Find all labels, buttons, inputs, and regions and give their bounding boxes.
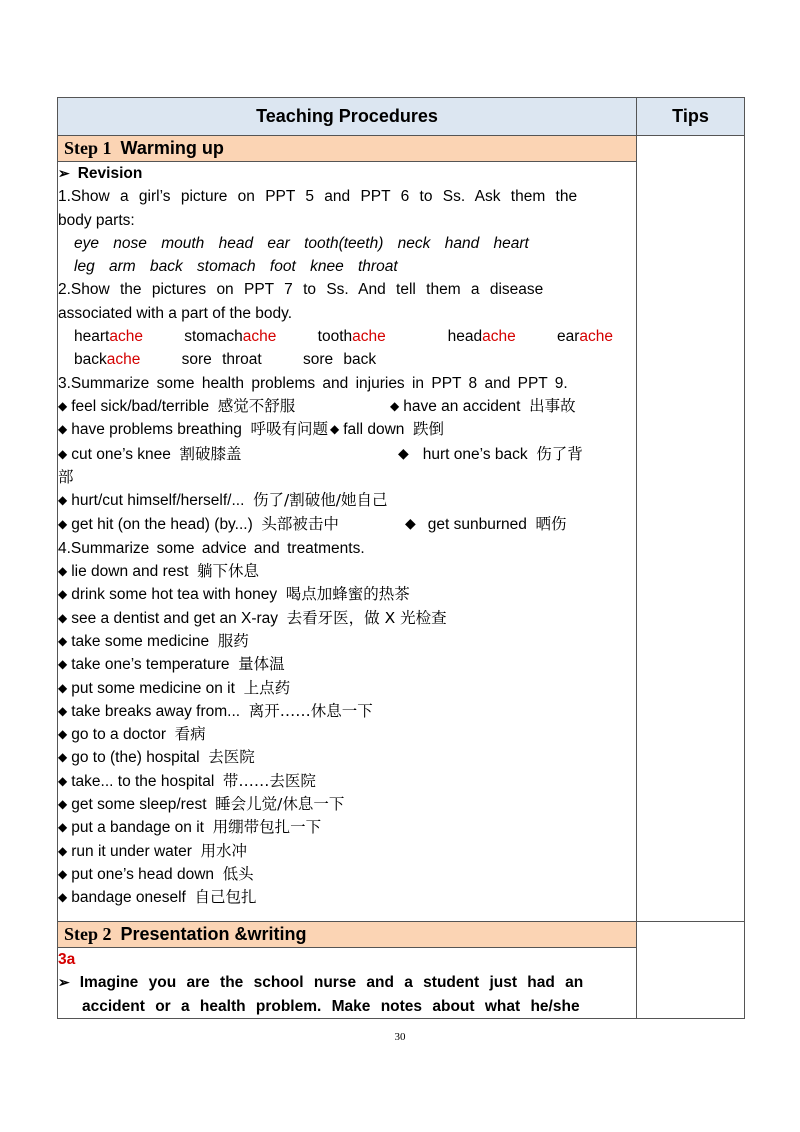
diamond-bullet-icon: ◆ [58,843,68,858]
diamond-bullet-icon: ◆ [58,517,68,532]
advice-item: ◆ drink some hot tea with honey 喝点加蜂蜜的热茶 [58,585,410,604]
advice-item: ◆ take some medicine 服药 [58,631,249,650]
revision-heading: ➢ Revision [58,165,143,182]
body-parts-line-1: eye nose mouth head ear tooth(teeth) neck hand heart [74,234,529,252]
problem-line-5: ◆ get hit (on the head) (by...) 头部被击中 ◆ get sunburned 晒伤 [58,515,567,534]
diamond-bullet-icon: ◆ [58,446,68,461]
step2-title: Step 2 Presentation &writing [58,922,637,948]
advice-item: ◆ run it under water 用水冲 [58,841,247,860]
problem-line-3-wrap: 部 [58,467,74,486]
problem-line-3: ◆ cut one’s knee 割破膝盖 ◆ hurt one’s back 伤了背 [58,444,583,463]
problem-line-1: ◆ feel sick/bad/terrible 感觉不舒服 ◆ have an accident 出事故 [58,396,576,415]
advice-item: ◆ take breaks away from... 离开……休息一下 [58,701,373,720]
diamond-bullet-icon: ◆ [58,633,68,648]
advice-item: ◆ take one’s temperature 量体温 [58,655,285,674]
step1-paragraph-3: 3.Summarize some health problems and injuries in PPT 8 and PPT 9. [58,374,568,392]
diamond-bullet-icon: ◆ [58,750,68,765]
section-label-3a: 3a [58,951,76,968]
step2-tips-cell [637,922,745,1019]
task-instruction: ➢ Imagine you are the school nurse and a student just had an accident or a health problem. Make notes about what he/she [58,974,584,1015]
arrow-bullet-icon: ➢ [58,165,70,181]
diamond-bullet-icon: ◆ [58,680,68,695]
diamond-bullet-icon: ◆ [390,398,400,413]
step1-paragraph-2b: associated with a part of the body. [58,304,293,322]
diamond-bullet-icon: ◆ [58,422,68,437]
diamond-bullet-icon: ◆ [398,444,409,461]
advice-item: ◆ put some medicine on it 上点药 [58,678,291,697]
step1-paragraph-4: 4.Summarize some advice and treatments. [58,539,365,557]
ache-words-line-2: backache sore throat sore back [74,351,377,369]
advice-item: ◆ get some sleep/rest 睡会儿觉/休息一下 [58,795,345,814]
ache-words-line-1: heartache stomachache toothache headache earache [74,328,613,346]
diamond-bullet-icon: ◆ [58,820,68,835]
diamond-bullet-icon: ◆ [58,773,68,788]
teaching-procedures-table [57,97,745,1019]
step1-title-row [58,136,745,162]
header-procedures: Teaching Procedures [58,98,637,136]
diamond-bullet-icon: ◆ [58,610,68,625]
diamond-bullet-icon: ◆ [58,587,68,602]
step1-paragraph-1a: 1.Show a girl’s picture on PPT 5 and PPT 6 to Ss. Ask them the [58,188,578,206]
table-header-row [58,98,745,136]
step1-title: Step 1 Warming up [58,136,637,162]
advice-item: ◆ go to a doctor 看病 [58,725,206,744]
problem-line-4: ◆ hurt/cut himself/herself/... 伤了/割破他/她自己 [58,491,388,510]
advice-item: ◆ see a dentist and get an X-ray 去看牙医，做 X 光检查 [58,608,447,627]
problem-line-2: ◆ have problems breathing 呼吸有问题 ◆ fall down 跌倒 [58,420,445,439]
diamond-bullet-icon: ◆ [58,727,68,742]
advice-item: ◆ take... to the hospital 带……去医院 [58,771,316,790]
arrow-bullet-icon: ➢ [58,974,70,991]
body-parts-line-2: leg arm back stomach foot knee throat [74,258,398,276]
diamond-bullet-icon: ◆ [58,493,68,508]
step2-content [58,948,637,1019]
diamond-bullet-icon: ◆ [58,657,68,672]
diamond-bullet-icon: ◆ [58,398,68,413]
step1-content [58,162,637,922]
diamond-bullet-icon: ◆ [58,703,68,718]
diamond-bullet-icon: ◆ [58,866,68,881]
page-number: 30 [394,1031,406,1043]
advice-item: ◆ put one’s head down 低头 [58,864,254,883]
step2-title-row [58,922,745,948]
diamond-bullet-icon: ◆ [58,564,68,579]
diamond-bullet-icon: ◆ [58,890,68,905]
advice-item: ◆ bandage oneself 自己包扎 [58,888,257,907]
step1-paragraph-1b: body parts: [58,211,135,229]
step1-paragraph-2a: 2.Show the pictures on PPT 7 to Ss. And tell them a disease [58,281,544,299]
diamond-bullet-icon: ◆ [58,797,68,812]
step1-tips-cell [637,136,745,922]
advice-item: ◆ go to (the) hospital 去医院 [58,748,255,767]
header-tips: Tips [637,98,745,136]
diamond-bullet-icon: ◆ [329,422,340,437]
advice-item: ◆ put a bandage on it 用绷带包扎一下 [58,818,322,837]
diamond-bullet-icon: ◆ [405,515,416,532]
advice-item: ◆ lie down and rest 躺下休息 [58,562,260,581]
